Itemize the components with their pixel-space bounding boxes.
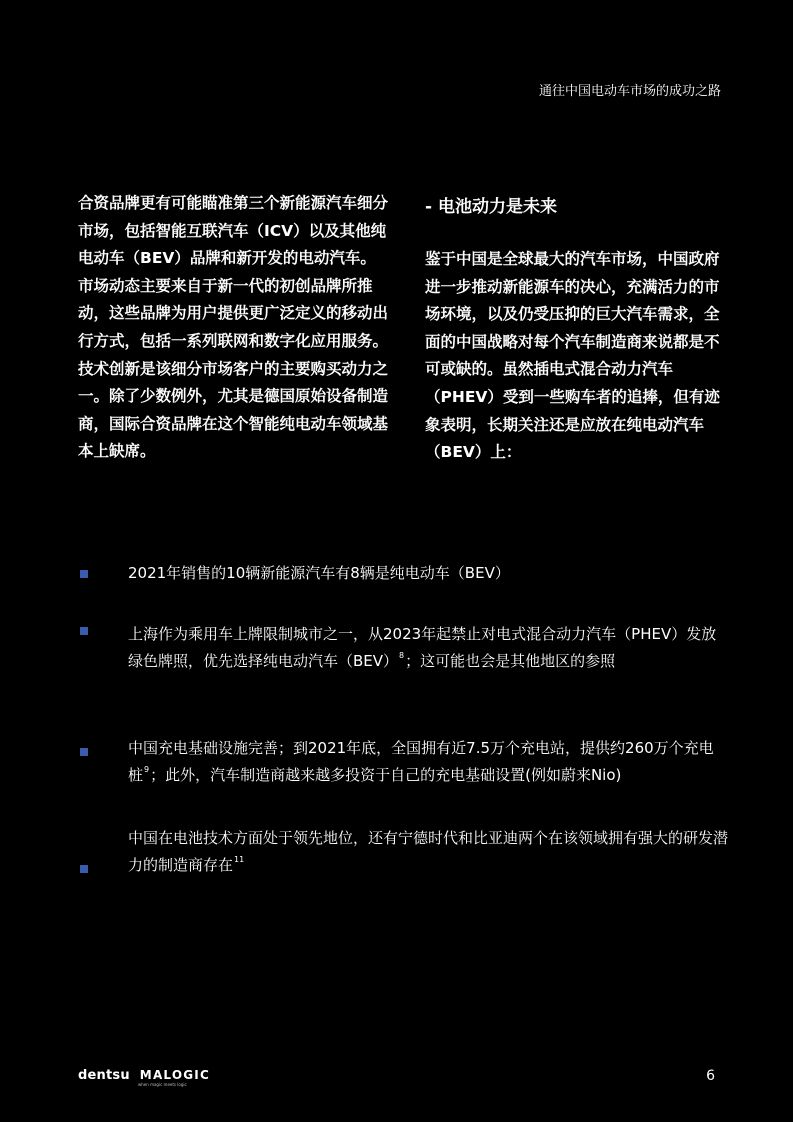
bullet-text-part: 中国在电池技术方面处于领先地位，还有宁德时代和比亚迪两个在该领域拥有强大的研发潜力的制造商存在 [128, 829, 729, 874]
footnote-marker: 9 [144, 765, 150, 774]
logo-tagline: when magic meets logic [138, 1082, 187, 1087]
bullet-text [128, 735, 728, 789]
bullet-square-icon [80, 865, 88, 873]
right-paragraph: 鉴于中国是全球最大的汽车市场，中国政府进一步推动新能源车的决心，充满活力的市场环境，以及仍受压抑的巨大汽车需求，全面的中国战略对每个汽车制造商来说都是不可或缺的。虽然插电式混合动力汽车（PHEV）受到一些购车者的追捧，但有迹象表明，长期关注还是应放在纯电动汽车（BEV）上： [425, 250, 720, 462]
right-column [425, 246, 725, 467]
bullet-square-icon [80, 570, 88, 578]
bullet-text-part: ；这可能也会是其他地区的参照 [405, 652, 616, 670]
bullet-text-part: ；此外，汽车制造商越来越多投资于自己的充电基础设置(例如蔚来Nio) [150, 766, 622, 784]
bullet-item-3 [128, 735, 728, 789]
bullet-text-part: 中国充电基础设施完善；到2021年底，全国拥有近7.5万个充电站，提供约260万个充电桩 [128, 739, 714, 784]
bullet-text [128, 825, 728, 879]
footnote-marker: 11 [234, 855, 245, 864]
bullet-item-2 [128, 621, 728, 675]
section-heading: - 电池动力是未来 [425, 197, 557, 217]
footnote-marker: 8 [399, 651, 405, 660]
bullet-text-part: 上海作为乘用车上牌限制城市之一，从2023年起禁止对电式混合动力汽车（PHEV）发放绿色牌照，优先选择纯电动汽车（BEV） [128, 625, 717, 670]
dentsu-logo: dentsu [78, 1068, 130, 1083]
bullet-item-4 [128, 825, 728, 879]
bullet-square-icon [80, 627, 88, 635]
malogic-logo: MALOGIC [139, 1068, 210, 1082]
bullet-text: 2021年销售的10辆新能源汽车有8辆是纯电动车（BEV） [128, 564, 510, 582]
left-paragraph: 合资品牌更有可能瞄准第三个新能源汽车细分市场，包括智能互联汽车（ICV）以及其他纯电动车（BEV）品牌和新开发的电动汽车。市场动态主要来自于新一代的初创品牌所推动，这些品牌为用户提供更广泛定义的移动出行方式，包括一系列联网和数字化应用服务。技术创新是该细分市场客户的主要购买动力之一。除了少数例外，尤其是德国原始设备制造商，国际合资品牌在这个智能纯电动车领域基本上缺席。 [78, 194, 389, 461]
footer-logo [78, 1068, 210, 1087]
page-number: 6 [706, 1068, 715, 1084]
document-header-title: 通往中国电动车市场的成功之路 [538, 84, 721, 99]
bullet-text [128, 621, 728, 675]
left-column [78, 190, 388, 466]
bullet-item-1 [128, 560, 728, 587]
bullet-square-icon [80, 748, 88, 756]
